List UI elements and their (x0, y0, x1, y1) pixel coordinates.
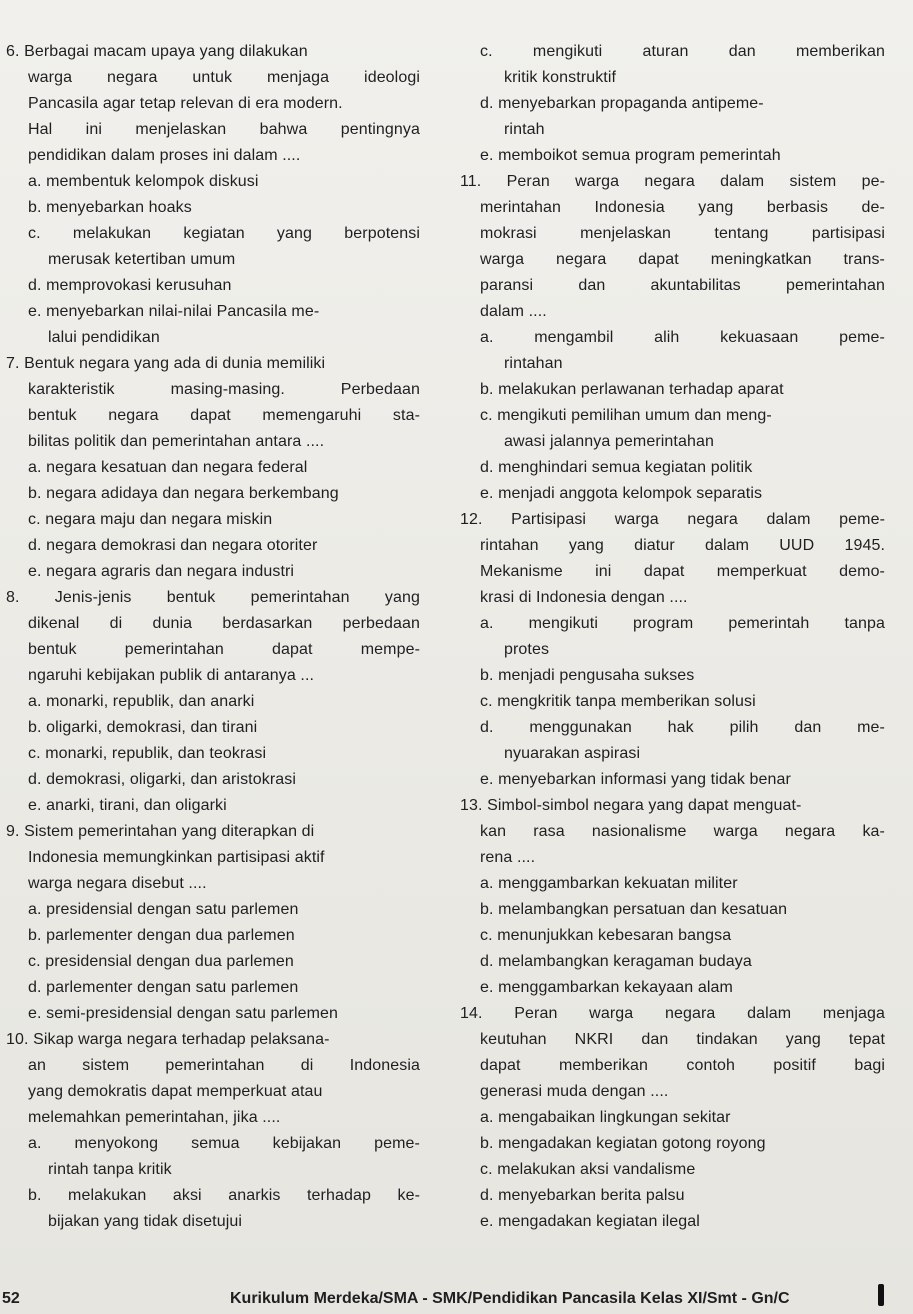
question-7-stem: bilitas politik dan pemerintahan antara .... (28, 433, 325, 450)
question-13-stem: rena .... (480, 849, 536, 866)
question-7-stem: 7. Bentuk negara yang ada di dunia memiliki (6, 355, 326, 372)
question-12-option-e: e. menyebarkan informasi yang tidak benar (480, 771, 791, 788)
question-9-option-a: a. presidensial dengan satu parlemen (28, 901, 299, 918)
question-10-option-d: d. menyebarkan propaganda antipeme- (480, 95, 764, 112)
question-13-stem: 13. Simbol-simbol negara yang dapat menguat- (460, 797, 802, 814)
question-10-stem: yang demokratis dapat memperkuat atau (28, 1083, 323, 1100)
question-9-option-c: c. presidensial dengan dua parlemen (28, 953, 294, 970)
question-7-option-d: d. negara demokrasi dan negara otoriter (28, 537, 318, 554)
question-11-stem: warga negara dapat meningkatkan trans- (480, 251, 885, 268)
question-8-option-b: b. oligarki, demokrasi, dan tirani (28, 719, 258, 736)
question-10-option-e: e. memboikot semua program pemerintah (480, 147, 781, 164)
page-number: 52 (2, 1290, 20, 1307)
question-12-stem: Mekanisme ini dapat memperkuat demo- (480, 563, 885, 580)
question-6-stem: pendidikan dalam proses ini dalam .... (28, 147, 301, 164)
question-11-stem: merintahan Indonesia yang berbasis de- (480, 199, 885, 216)
question-6-option-e: e. menyebarkan nilai-nilai Pancasila me- (28, 303, 320, 320)
question-12-stem: 12. Partisipasi warga negara dalam peme- (460, 511, 885, 528)
question-11-option-a: a. mengambil alih kekuasaan peme- (480, 329, 885, 346)
question-6-option-c: c. melakukan kegiatan yang berpotensi (28, 225, 420, 242)
question-9-stem: 9. Sistem pemerintahan yang diterapkan di (6, 823, 315, 840)
question-12-option-a: a. mengikuti program pemerintah tanpa (480, 615, 885, 632)
question-12-option-a: protes (504, 641, 550, 658)
question-14-option-b: b. mengadakan kegiatan gotong royong (480, 1135, 766, 1152)
question-6-stem: Hal ini menjelaskan bahwa pentingnya (28, 121, 420, 138)
question-11-option-c: awasi jalannya pemerintahan (504, 433, 714, 450)
question-6-option-b: b. menyebarkan hoaks (28, 199, 192, 216)
question-14-stem: 14. Peran warga negara dalam menjaga (460, 1005, 885, 1022)
question-10-option-c: c. mengikuti aturan dan memberikan (480, 43, 885, 60)
question-11-stem: dalam .... (480, 303, 547, 320)
question-9-stem: Indonesia memungkinkan partisipasi aktif (28, 849, 325, 866)
question-11-stem: paransi dan akuntabilitas pemerintahan (480, 277, 885, 294)
question-14-option-c: c. melakukan aksi vandalisme (480, 1161, 696, 1178)
question-7-stem: bentuk negara dapat memengaruhi sta- (28, 407, 420, 424)
question-9-option-d: d. parlementer dengan satu parlemen (28, 979, 299, 996)
question-14-stem: generasi muda dengan .... (480, 1083, 669, 1100)
question-11-option-d: d. menghindari semua kegiatan politik (480, 459, 753, 476)
page-edge-marker (878, 1284, 884, 1306)
question-9-option-e: e. semi-presidensial dengan satu parlemen (28, 1005, 339, 1022)
running-footer-title: Kurikulum Merdeka/SMA - SMK/Pendidikan Pancasila Kelas XI/Smt - Gn/C (230, 1290, 790, 1307)
question-13-option-b: b. melambangkan persatuan dan kesatuan (480, 901, 788, 918)
question-6-stem: 6. Berbagai macam upaya yang dilakukan (6, 43, 308, 60)
question-11-stem: 11. Peran warga negara dalam sistem pe- (460, 173, 885, 190)
question-6-stem: Pancasila agar tetap relevan di era modern. (28, 95, 343, 112)
question-10-option-a: rintah tanpa kritik (48, 1161, 172, 1178)
question-11-option-c: c. mengikuti pemilihan umum dan meng- (480, 407, 772, 424)
question-7-option-e: e. negara agraris dan negara industri (28, 563, 295, 580)
question-10-stem: an sistem pemerintahan di Indonesia (28, 1057, 420, 1074)
question-10-stem: 10. Sikap warga negara terhadap pelaksana- (6, 1031, 330, 1048)
question-14-option-a: a. mengabaikan lingkungan sekitar (480, 1109, 731, 1126)
question-8-option-c: c. monarki, republik, dan teokrasi (28, 745, 267, 762)
question-12-option-b: b. menjadi pengusaha sukses (480, 667, 695, 684)
question-7-stem: karakteristik masing-masing. Perbedaan (28, 381, 420, 398)
question-14-option-d: d. menyebarkan berita palsu (480, 1187, 685, 1204)
question-11-option-b: b. melakukan perlawanan terhadap aparat (480, 381, 784, 398)
question-8-stem: 8. Jenis-jenis bentuk pemerintahan yang (6, 589, 420, 606)
question-10-option-c: kritik konstruktif (504, 69, 617, 86)
question-8-stem: dikenal di dunia berdasarkan perbedaan (28, 615, 420, 632)
question-12-stem: rintahan yang diatur dalam UUD 1945. (480, 537, 885, 554)
question-6-option-e: lalui pendidikan (48, 329, 160, 346)
question-10-option-d: rintah (504, 121, 545, 138)
question-14-option-e: e. mengadakan kegiatan ilegal (480, 1213, 700, 1230)
question-6-option-c: merusak ketertiban umum (48, 251, 236, 268)
question-8-option-e: e. anarki, tirani, dan oligarki (28, 797, 227, 814)
question-10-option-b: bijakan yang tidak disetujui (48, 1213, 243, 1230)
question-9-option-b: b. parlementer dengan dua parlemen (28, 927, 295, 944)
question-6-option-d: d. memprovokasi kerusuhan (28, 277, 232, 294)
question-10-option-b: b. melakukan aksi anarkis terhadap ke- (28, 1187, 420, 1204)
question-8-stem: bentuk pemerintahan dapat mempe- (28, 641, 420, 658)
question-13-stem: kan rasa nasionalisme warga negara ka- (480, 823, 885, 840)
question-7-option-a: a. negara kesatuan dan negara federal (28, 459, 308, 476)
question-11-option-a: rintahan (504, 355, 563, 372)
question-11-stem: mokrasi menjelaskan tentang partisipasi (480, 225, 885, 242)
question-8-stem: ngaruhi kebijakan publik di antaranya ... (28, 667, 315, 684)
question-13-option-d: d. melambangkan keragaman budaya (480, 953, 752, 970)
question-9-stem: warga negara disebut .... (28, 875, 207, 892)
question-11-option-e: e. menjadi anggota kelompok separatis (480, 485, 763, 502)
question-13-option-a: a. menggambarkan kekuatan militer (480, 875, 738, 892)
question-12-option-d: d. menggunakan hak pilih dan me- (480, 719, 885, 736)
question-14-stem: keutuhan NKRI dan tindakan yang tepat (480, 1031, 885, 1048)
question-7-option-c: c. negara maju dan negara miskin (28, 511, 273, 528)
question-12-stem: krasi di Indonesia dengan .... (480, 589, 688, 606)
question-12-option-c: c. mengkritik tanpa memberikan solusi (480, 693, 756, 710)
question-10-option-a: a. menyokong semua kebijakan peme- (28, 1135, 420, 1152)
question-8-option-a: a. monarki, republik, dan anarki (28, 693, 255, 710)
question-12-option-d: nyuarakan aspirasi (504, 745, 641, 762)
question-13-option-c: c. menunjukkan kebesaran bangsa (480, 927, 732, 944)
question-13-option-e: e. menggambarkan kekayaan alam (480, 979, 733, 996)
question-6-stem: warga negara untuk menjaga ideologi (28, 69, 420, 86)
question-14-stem: dapat memberikan contoh positif bagi (480, 1057, 885, 1074)
question-6-option-a: a. membentuk kelompok diskusi (28, 173, 259, 190)
question-7-option-b: b. negara adidaya dan negara berkembang (28, 485, 339, 502)
question-10-stem: melemahkan pemerintahan, jika .... (28, 1109, 281, 1126)
question-8-option-d: d. demokrasi, oligarki, dan aristokrasi (28, 771, 297, 788)
